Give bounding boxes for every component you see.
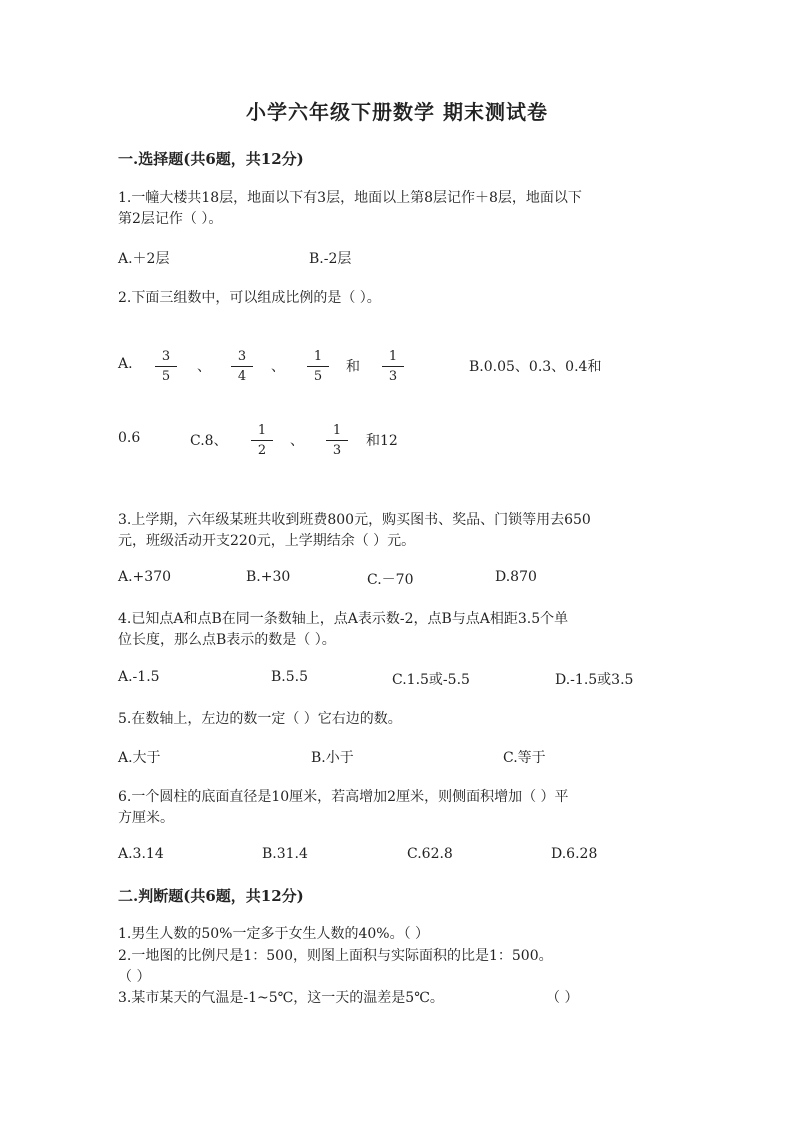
judgment-3-blank[interactable]: （ ） <box>546 990 579 1006</box>
q2-option-b[interactable]: B.0.05、0.3、0.4和 <box>469 359 602 375</box>
judgment-3-text: 3.某市某天的气温是-1~5℃，这一天的温差是5℃。 <box>118 990 444 1006</box>
question-3-text: 3.上学期，六年级某班共收到班费800元，购买图书、奖品、门锁等用去650 <box>118 512 591 528</box>
q2-option-c-fraction <box>251 422 273 459</box>
q3-option-c[interactable]: C.－70 <box>367 572 414 588</box>
q5-option-c[interactable]: C.等于 <box>503 750 546 766</box>
q6-option-a[interactable]: A.3.14 <box>118 846 164 862</box>
q5-option-a[interactable]: A.大于 <box>118 750 161 766</box>
q2-option-c-tail: 和12 <box>366 433 398 449</box>
question-2-text: 2.下面三组数中，可以组成比例的是（ ）。 <box>118 290 381 306</box>
q4-option-b[interactable]: B.5.5 <box>271 669 309 685</box>
question-5-text: 5.在数轴上，左边的数一定（ ）它右边的数。 <box>118 711 402 727</box>
question-3-text-cont: 元，班级活动开支220元，上学期结余（ ）元。 <box>118 533 416 549</box>
section-title-choice: 一.选择题(共6题，共12分) <box>118 150 304 168</box>
q2-option-a-fraction <box>382 348 404 385</box>
fraction-numerator: 1 <box>307 348 329 367</box>
fraction-numerator: 1 <box>251 422 273 441</box>
judgment-1-text: 1.男生人数的50%一定多于女生人数的40%。（ ） <box>118 926 430 942</box>
q2-option-a-and: 和 <box>346 359 360 375</box>
fraction-numerator: 1 <box>326 422 348 441</box>
fraction-numerator: 3 <box>155 348 177 367</box>
fraction-denominator: 3 <box>332 443 342 458</box>
q3-option-b[interactable]: B.+30 <box>246 569 291 585</box>
q4-option-d[interactable]: D.-1.5或3.5 <box>555 672 634 688</box>
fraction-denominator: 3 <box>388 369 398 384</box>
q2-option-b-cont: 0.6 <box>118 430 141 446</box>
fraction-denominator: 5 <box>161 369 171 384</box>
fraction-denominator: 5 <box>313 369 323 384</box>
q6-option-d[interactable]: D.6.28 <box>551 846 598 862</box>
question-4-text: 4.已知点A和点B在同一条数轴上，点A表示数-2，点B与点A相距3.5个单 <box>118 611 569 627</box>
q3-option-d[interactable]: D.870 <box>495 569 537 585</box>
q6-option-b[interactable]: B.31.4 <box>262 846 308 862</box>
q1-option-a[interactable]: A.＋2层 <box>118 251 170 267</box>
q2-option-a-fraction <box>231 348 253 385</box>
q1-option-b[interactable]: B.-2层 <box>309 251 352 267</box>
question-1-text-cont: 第2层记作（ ）。 <box>118 211 223 227</box>
q3-option-a[interactable]: A.+370 <box>118 569 172 585</box>
q2-option-a-label[interactable]: A. <box>118 356 133 372</box>
q2-option-a-separator: 、 <box>271 359 285 375</box>
judgment-2-text: 2.一地图的比例尺是1：500，则图上面积与实际面积的比是1：500。 <box>118 948 553 964</box>
judgment-2-blank[interactable]: （ ） <box>118 969 151 985</box>
fraction-numerator: 1 <box>382 348 404 367</box>
q2-option-c-label[interactable]: C.8、 <box>190 433 228 449</box>
q2-option-c-separator: 、 <box>290 433 304 449</box>
q2-option-c-fraction <box>326 422 348 459</box>
q4-option-a[interactable]: A.-1.5 <box>118 669 160 685</box>
page-title: 小学六年级下册数学 期末测试卷 <box>246 100 548 124</box>
question-6-text: 6.一个圆柱的底面直径是10厘米，若高增加2厘米，则侧面积增加（ ）平 <box>118 789 569 805</box>
fraction-denominator: 4 <box>237 369 247 384</box>
fraction-numerator: 3 <box>231 348 253 367</box>
q2-option-a-separator: 、 <box>197 359 211 375</box>
question-6-text-cont: 方厘米。 <box>118 810 174 826</box>
section-title-judgment: 二.判断题(共6题，共12分) <box>118 887 304 905</box>
q2-option-a-fraction <box>155 348 177 385</box>
q4-option-c[interactable]: C.1.5或-5.5 <box>392 672 470 688</box>
q6-option-c[interactable]: C.62.8 <box>407 846 453 862</box>
question-1-text: 1.一幢大楼共18层，地面以下有3层，地面以上第8层记作＋8层，地面以下 <box>118 190 582 206</box>
fraction-denominator: 2 <box>257 443 267 458</box>
q2-option-a-fraction <box>307 348 329 385</box>
question-4-text-cont: 位长度，那么点B表示的数是（ ）。 <box>118 632 336 648</box>
q5-option-b[interactable]: B.小于 <box>311 750 354 766</box>
